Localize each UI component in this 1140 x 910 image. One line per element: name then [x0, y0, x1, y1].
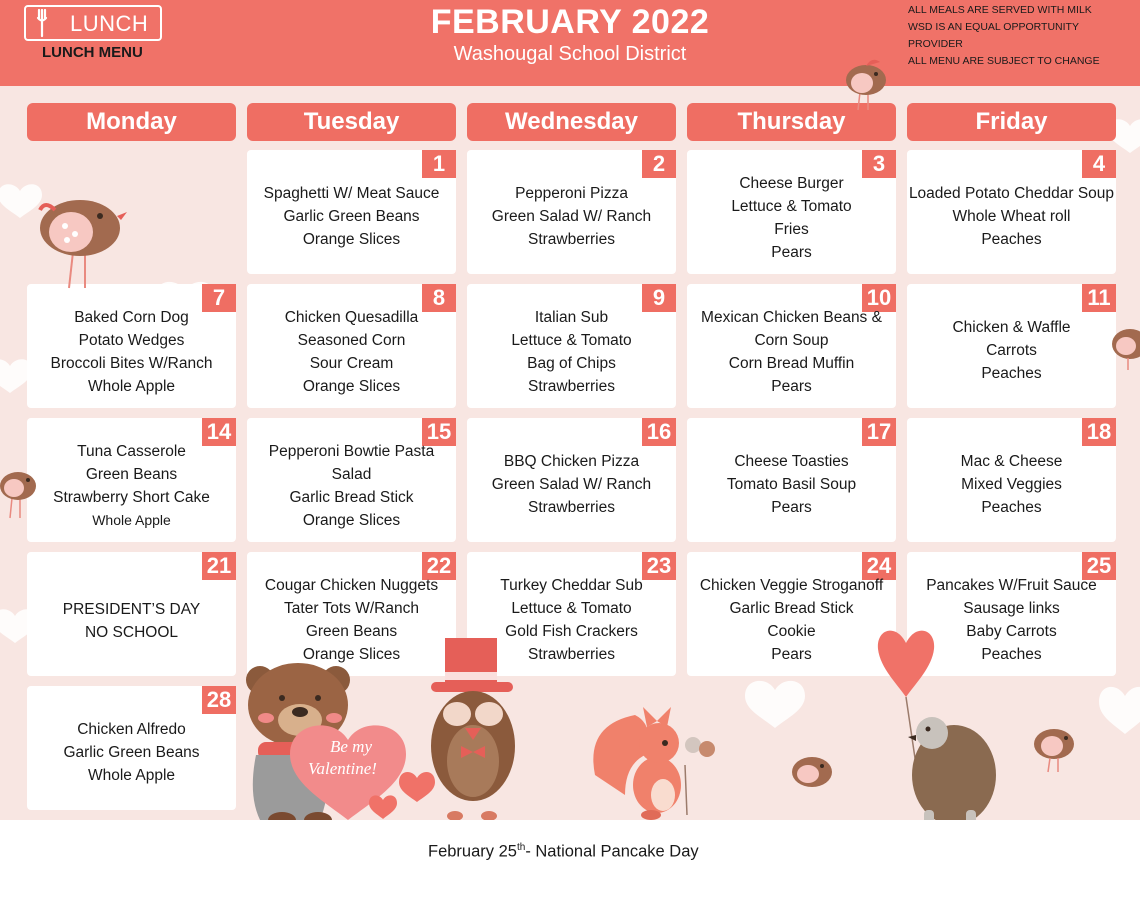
squirrel-icon [585, 705, 725, 825]
day-header-tuesday: Tuesday [247, 103, 456, 141]
menu-item: Peaches [981, 365, 1042, 382]
day-number: 10 [862, 284, 896, 312]
day-number: 8 [422, 284, 456, 312]
menu-item: Baked Corn Dog [74, 309, 189, 326]
menu-item: Spaghetti W/ Meat Sauce [263, 185, 440, 202]
calendar-day-cell [27, 686, 236, 810]
day-number: 16 [642, 418, 676, 446]
menu-item: Corn Soup [754, 332, 829, 349]
fork-icon [30, 8, 60, 38]
menu-item: Tuna Casserole [77, 443, 186, 460]
menu-item: Gold Fish Crackers [505, 623, 638, 640]
day-number: 3 [862, 150, 896, 178]
note-line: ALL MEALS ARE SERVED WITH MILK [908, 4, 1092, 16]
day-number: 18 [1082, 418, 1116, 446]
calendar-day-cell [907, 284, 1116, 408]
menu-item: Strawberries [528, 378, 615, 395]
note-line: ALL MENU ARE SUBJECT TO CHANGE [908, 55, 1100, 67]
menu-item: Tater Tots W/Ranch [284, 600, 419, 617]
menu-item: Peaches [981, 499, 1042, 516]
day-number: 4 [1082, 150, 1116, 178]
calendar-day-cell [247, 284, 456, 408]
owl-with-top-hat-icon [425, 636, 525, 826]
calendar-day-cell [467, 284, 676, 408]
day-number: 14 [202, 418, 236, 446]
menu-items [907, 316, 1116, 402]
menu-item: Garlic Green Beans [283, 208, 420, 225]
menu-item: Lettuce & Tomato [511, 332, 632, 349]
menu-item: Mexican Chicken Beans & [701, 309, 882, 326]
menu-item: Green Beans [85, 466, 178, 483]
menu-items [467, 450, 676, 536]
menu-item: Cheese Burger [739, 175, 844, 192]
day-header-thursday: Thursday [687, 103, 896, 141]
note-line: PROVIDER [908, 38, 963, 50]
day-number: 25 [1082, 552, 1116, 580]
menu-items [27, 718, 236, 804]
menu-item: Salad [331, 466, 372, 483]
menu-items [687, 172, 896, 268]
menu-item: Orange Slices [302, 512, 401, 529]
calendar-day-cell [247, 418, 456, 542]
menu-item: Cookie [767, 623, 816, 640]
menu-item: Corn Bread Muffin [728, 355, 855, 372]
menu-item: Pears [771, 378, 812, 395]
menu-items [247, 182, 456, 268]
menu-items [27, 440, 236, 536]
page-header [0, 0, 1140, 86]
menu-item: Cheese Toasties [734, 453, 849, 470]
menu-item: Lettuce & Tomato [511, 600, 632, 617]
bird-icon [35, 190, 130, 290]
menu-items [27, 598, 236, 670]
day-number: 9 [642, 284, 676, 312]
day-number: 17 [862, 418, 896, 446]
logo-subtitle: LUNCH MENU [42, 44, 143, 61]
menu-item: Pancakes W/Fruit Sauce [926, 577, 1097, 594]
day-header-monday: Monday [27, 103, 236, 141]
footer-superscript: th [516, 842, 526, 853]
menu-items [907, 450, 1116, 536]
menu-items [687, 450, 896, 536]
menu-items [687, 306, 896, 402]
menu-item: NO SCHOOL [84, 624, 178, 641]
calendar-day-cell [247, 150, 456, 274]
menu-notes [908, 2, 1136, 70]
menu-item: PRESIDENT’S DAY [62, 601, 201, 618]
calendar-day-cell [907, 418, 1116, 542]
day-number: 23 [642, 552, 676, 580]
calendar-day-cell [907, 150, 1116, 274]
menu-item: Potato Wedges [78, 332, 185, 349]
menu-item: Peaches [981, 231, 1042, 248]
menu-item: Strawberry Short Cake [53, 489, 210, 506]
page-subtitle: Washougal School District [453, 43, 687, 65]
menu-item: Garlic Green Beans [63, 744, 200, 761]
menu-item: Mac & Cheese [960, 453, 1063, 470]
menu-items [467, 182, 676, 268]
bird-icon [1030, 724, 1082, 774]
menu-item: Carrots [986, 342, 1037, 359]
menu-item: Strawberries [528, 646, 615, 663]
valentine-text: Valentine! [308, 759, 377, 778]
menu-item: Green Beans [305, 623, 398, 640]
calendar-day-cell [27, 552, 236, 676]
menu-item: Chicken Alfredo [77, 721, 186, 738]
footer-note [428, 842, 699, 862]
menu-items [27, 306, 236, 402]
logo-text: LUNCH [70, 11, 149, 36]
menu-item: Whole Apple [87, 767, 176, 784]
day-number: 15 [422, 418, 456, 446]
day-number: 7 [202, 284, 236, 312]
calendar-day-cell [687, 284, 896, 408]
menu-item: Pears [771, 646, 812, 663]
day-header-friday: Friday [907, 103, 1116, 141]
menu-item: Strawberries [528, 499, 615, 516]
menu-item: Garlic Bread Stick [729, 600, 854, 617]
menu-item: Whole Wheat roll [952, 208, 1071, 225]
menu-item: Chicken Quesadilla [284, 309, 419, 326]
footer-text: - National Pancake Day [525, 842, 699, 861]
calendar-day-cell [467, 418, 676, 542]
menu-item: Fries [774, 221, 809, 238]
day-number: 11 [1082, 284, 1116, 312]
bird-icon [842, 56, 890, 112]
menu-item: Turkey Cheddar Sub [500, 577, 643, 594]
menu-item: Peaches [981, 646, 1042, 663]
menu-item: Orange Slices [302, 378, 401, 395]
menu-item: Pepperoni Bowtie Pasta [268, 443, 435, 460]
menu-item: Pepperoni Pizza [515, 185, 628, 202]
menu-item: Chicken & Waffle [952, 319, 1071, 336]
page-title: FEBRUARY 2022 [430, 3, 710, 41]
menu-items [247, 440, 456, 536]
menu-item: Cougar Chicken Nuggets [264, 577, 439, 594]
calendar-day-cell [27, 284, 236, 408]
day-number: 24 [862, 552, 896, 580]
lunch-logo [24, 5, 162, 41]
menu-item: Orange Slices [302, 646, 401, 663]
menu-item: Orange Slices [302, 231, 401, 248]
menu-item: Sausage links [963, 600, 1060, 617]
menu-items [687, 574, 896, 670]
calendar-day-cell [687, 552, 896, 676]
menu-item: Whole Apple [87, 378, 176, 395]
note-line: WSD IS AN EQUAL OPPORTUNITY [908, 21, 1079, 33]
day-number: 28 [202, 686, 236, 714]
menu-item: Green Salad W/ Ranch [491, 208, 652, 225]
calendar-day-cell [27, 418, 236, 542]
day-number: 21 [202, 552, 236, 580]
menu-item: Italian Sub [534, 309, 609, 326]
menu-item: Lettuce & Tomato [731, 198, 852, 215]
day-number: 22 [422, 552, 456, 580]
menu-items [247, 306, 456, 402]
menu-item: Garlic Bread Stick [289, 489, 414, 506]
bird-icon [0, 460, 40, 520]
menu-item: Seasoned Corn [297, 332, 406, 349]
menu-item: Loaded Potato Cheddar Soup [908, 185, 1115, 202]
menu-item: Sour Cream [309, 355, 394, 372]
menu-item: Green Salad W/ Ranch [491, 476, 652, 493]
footer [0, 820, 1140, 910]
calendar-day-cell [467, 150, 676, 274]
hedgehog-with-heart-balloon-icon [876, 625, 996, 840]
day-number: 1 [422, 150, 456, 178]
valentine-text: Be my [330, 737, 373, 756]
menu-item: Strawberries [528, 231, 615, 248]
day-number: 2 [642, 150, 676, 178]
menu-item: Pears [771, 244, 812, 261]
menu-items [467, 306, 676, 402]
menu-item: Tomato Basil Soup [726, 476, 857, 493]
calendar-day-cell [687, 150, 896, 274]
footer-text: February 25 [428, 842, 517, 861]
menu-item: Bag of Chips [527, 355, 616, 372]
bird-icon [1108, 320, 1140, 370]
menu-item: Broccoli Bites W/Ranch [50, 355, 213, 372]
day-header-wednesday: Wednesday [467, 103, 676, 141]
menu-item: BBQ Chicken Pizza [503, 453, 640, 470]
menu-item: Baby Carrots [966, 623, 1057, 640]
menu-item: Whole Apple [92, 512, 171, 528]
menu-item: Chicken Veggie Stroganoff [699, 577, 884, 594]
calendar-day-cell [687, 418, 896, 542]
menu-item: Pears [771, 499, 812, 516]
bird-icon [788, 752, 836, 792]
menu-items [907, 182, 1116, 268]
menu-item: Mixed Veggies [961, 476, 1062, 493]
